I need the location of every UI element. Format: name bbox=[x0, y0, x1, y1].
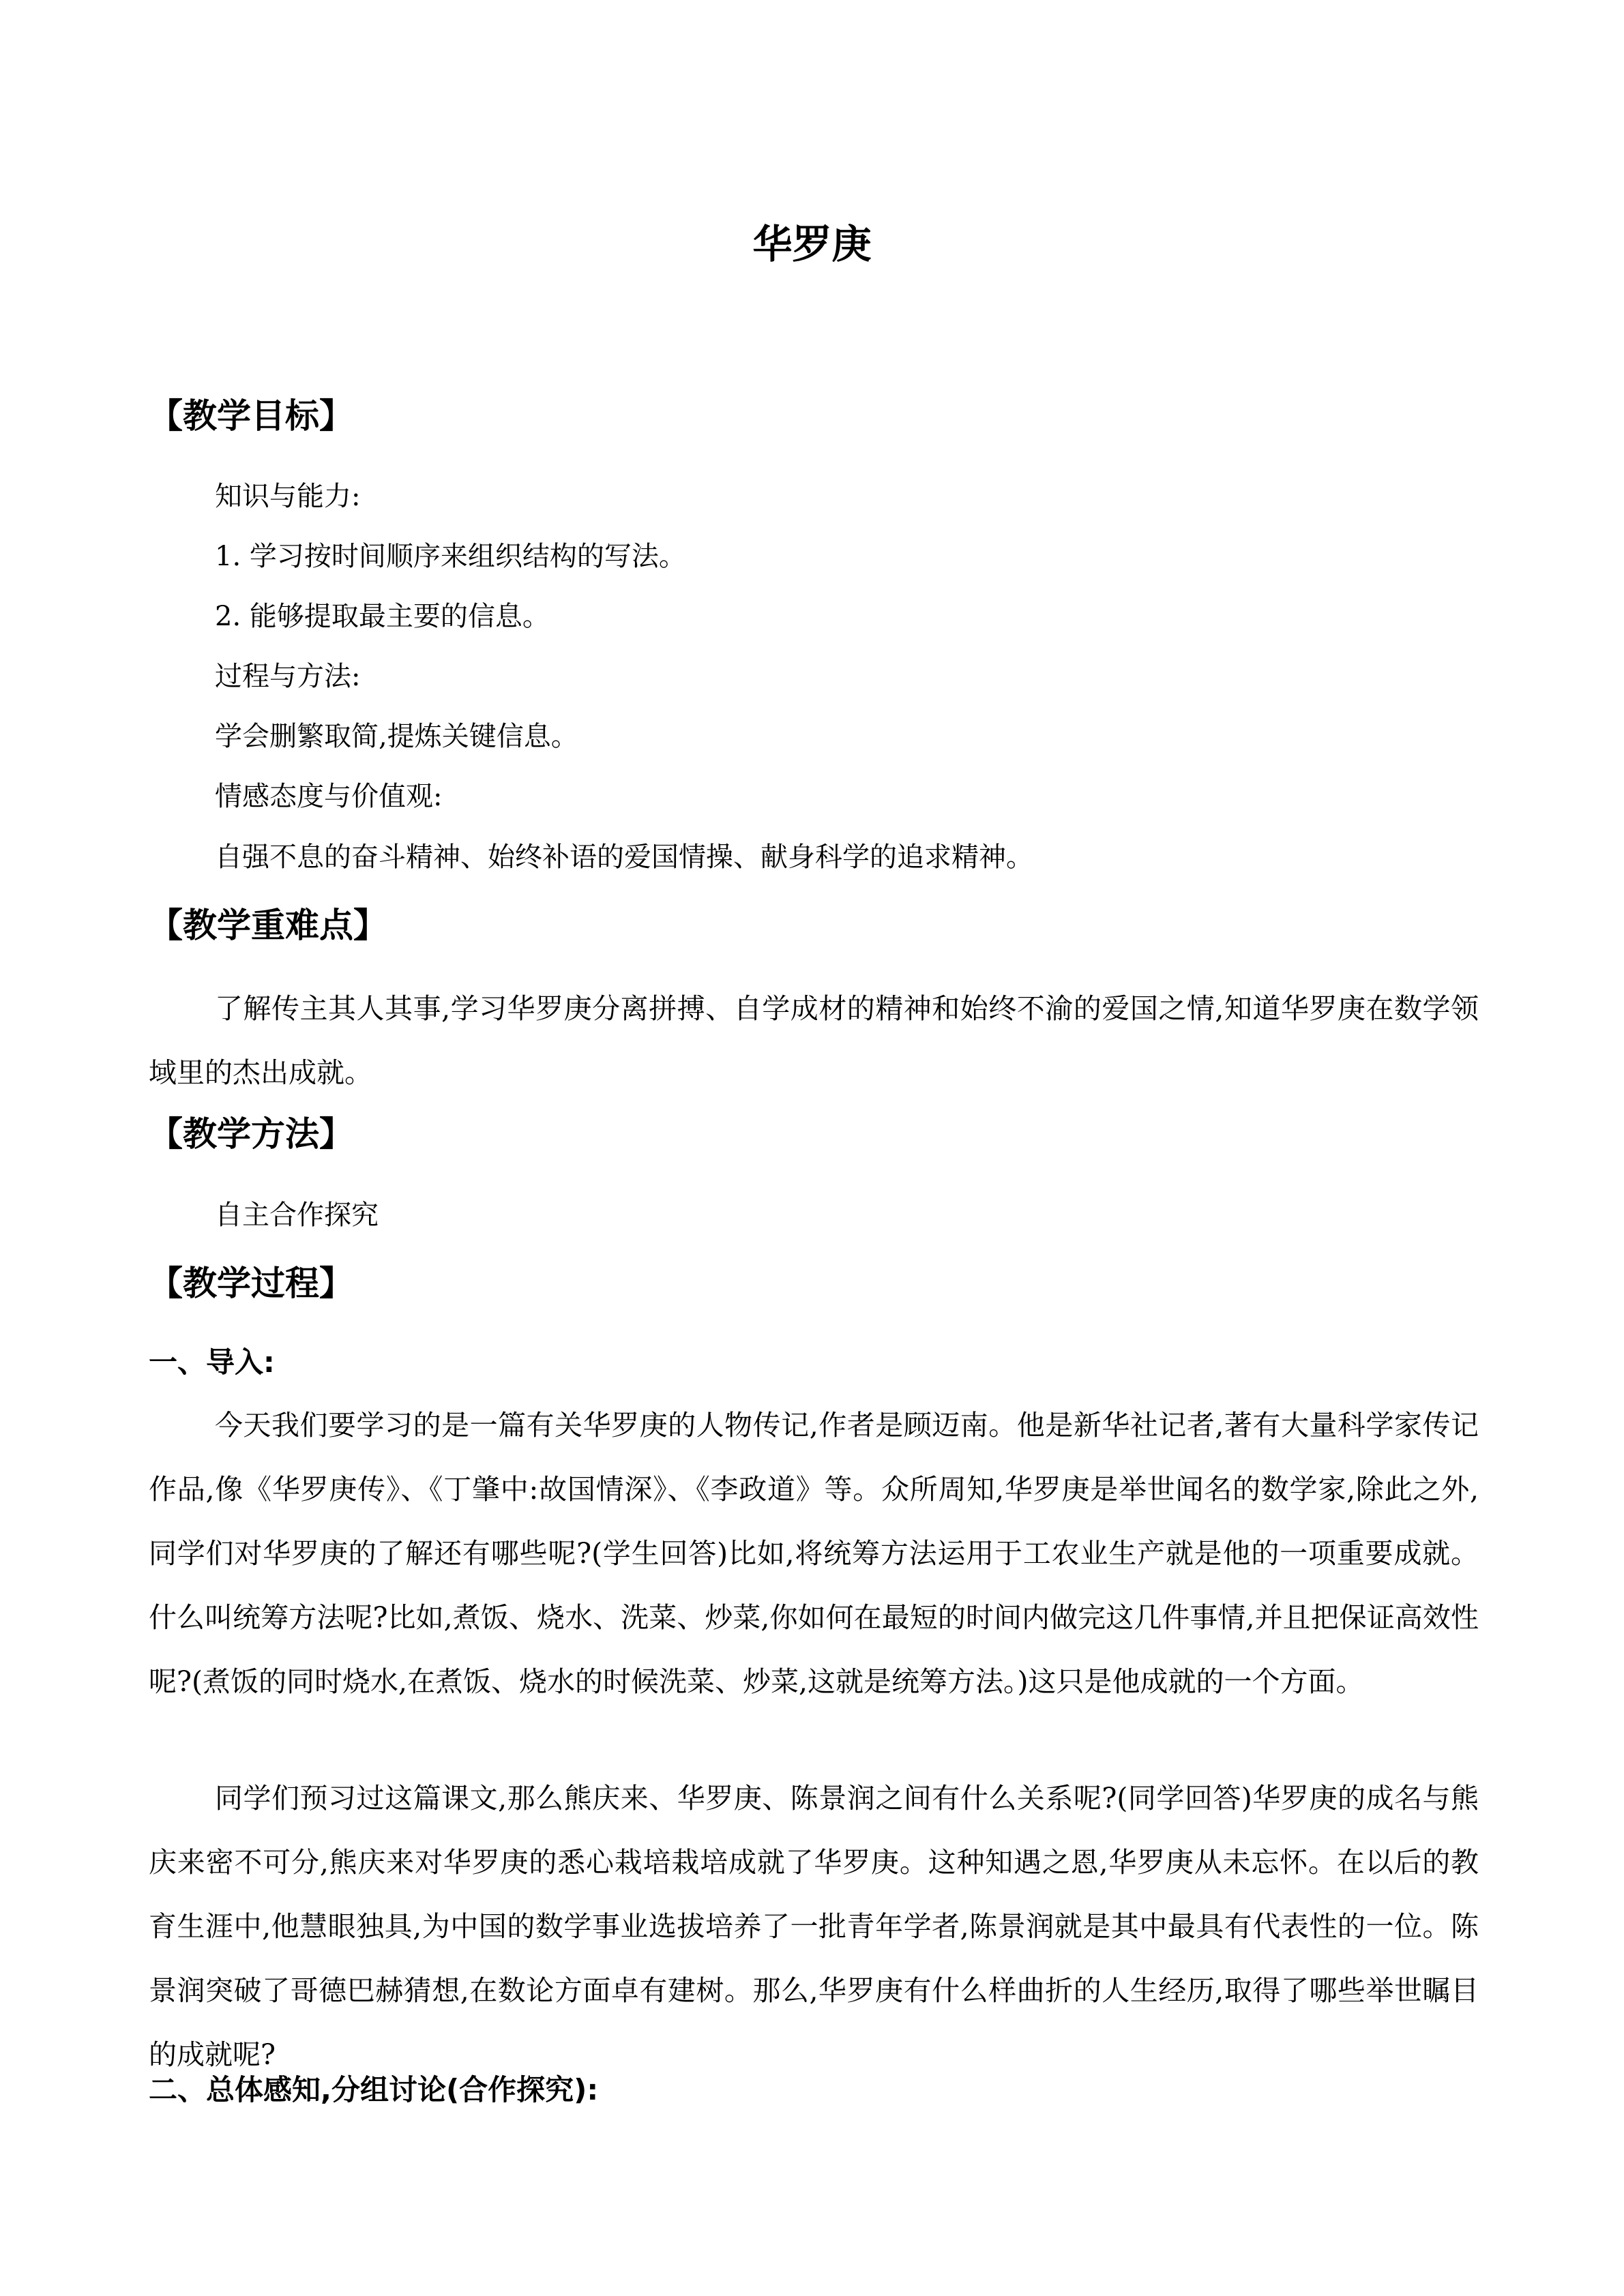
key-points-text: 了解传主其人其事,学习华罗庚分离拼搏、自学成材的精神和始终不渝的爱国之情,知道华罗庚在数学领域里的杰出成就。 bbox=[149, 992, 1479, 1089]
section-heading-methods: 【教学方法】 bbox=[149, 1114, 353, 1154]
part1-title: 一、导入: bbox=[149, 1345, 275, 1379]
part1-paragraph-2: 同学们预习过这篇课文,那么熊庆来、华罗庚、陈景润之间有什么关系呢?(同学回答)华罗庚的成名与熊庆来密不可分,熊庆来对华罗庚的悉心栽培栽培成就了华罗庚。这种知遇之恩,华罗庚从未忘怀。在以后的教育生涯中,他慧眼独具,为中国的数学事业选拔培养了一批青年学者,陈景润就是其中最具有代表性的一位。陈景润突破了哥德巴赫猜想,在数论方面卓有建树。那么,华罗庚有什么样曲折的人生经历,取得了哪些举世瞩目的成就呢? bbox=[149, 1782, 1479, 2071]
knowledge-label: 知识与能力: bbox=[215, 481, 361, 512]
process-text: 学会删繁取简,提炼关键信息。 bbox=[215, 721, 578, 752]
knowledge-item-2: 2. 能够提取最主要的信息。 bbox=[215, 601, 550, 632]
methods-text: 自主合作探究 bbox=[215, 1199, 379, 1231]
emotion-text: 自强不息的奋斗精神、始终补语的爱国情操、献身科学的追求精神。 bbox=[215, 841, 1033, 873]
part1-paragraph-1: 今天我们要学习的是一篇有关华罗庚的人物传记,作者是顾迈南。他是新华社记者,著有大量科学家传记作品,像《华罗庚传》、《丁肇中:故国情深》、《李政道》等。众所周知,华罗庚是举世闻名的数学家,除此之外,同学们对华罗庚的了解还有哪些呢?(学生回答)比如,将统筹方法运用于工农业生产就是他的一项重要成就。什么叫统筹方法呢?比如,煮饭、烧水、洗菜、炒菜,你如何在最短的时间内做完这几件事情,并且把保证高效性呢?(煮饭的同时烧水,在煮饭、烧水的时候洗菜、炒菜,这就是统筹方法。)这只是他成就的一个方面。 bbox=[149, 1409, 1479, 1698]
knowledge-item-1: 1. 学习按时间顺序来组织结构的写法。 bbox=[215, 541, 686, 572]
document-title: 华罗庚 bbox=[752, 221, 872, 267]
section-heading-objectives: 【教学目标】 bbox=[149, 396, 353, 436]
section-heading-process: 【教学过程】 bbox=[149, 1264, 353, 1303]
part2-title: 二、总体感知,分组讨论(合作探究): bbox=[149, 2073, 599, 2106]
emotion-label: 情感态度与价值观: bbox=[215, 781, 443, 812]
process-label: 过程与方法: bbox=[215, 661, 361, 692]
section-heading-key-points: 【教学重难点】 bbox=[149, 906, 387, 945]
